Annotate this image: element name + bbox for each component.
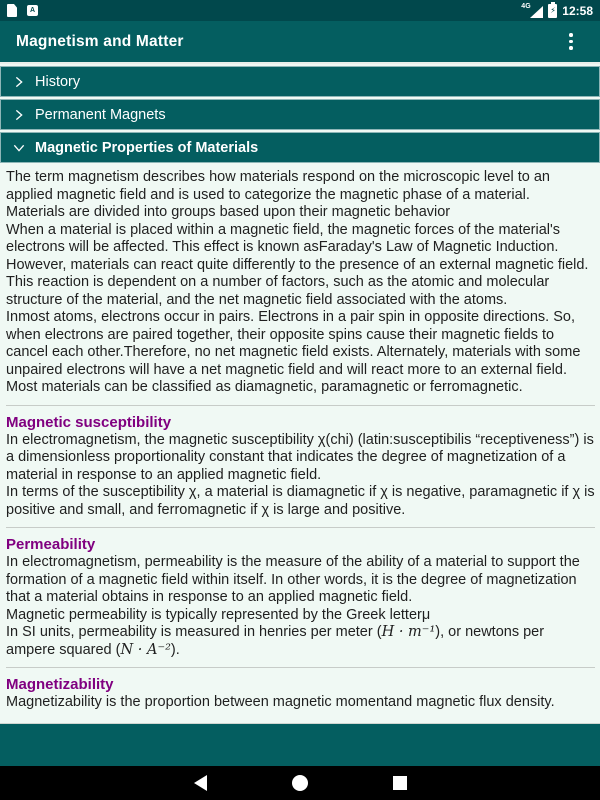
- chevron-down-icon: [11, 140, 27, 156]
- subsection-title-magnetizability: Magnetizability: [6, 676, 114, 693]
- app-bar: [0, 21, 600, 64]
- section-header-history[interactable]: [0, 66, 600, 97]
- article-content: [0, 165, 600, 723]
- permeability-paragraph: Magnetic permeability is typically represented by the Greek letterμ: [6, 606, 431, 623]
- magnetizability-paragraph: Magnetizability is the proportion between magnetic momentand magnetic flux density.: [6, 694, 555, 710]
- henries-per-meter-formula: H · m⁻¹: [381, 624, 436, 640]
- nav-home-button[interactable]: [270, 766, 330, 800]
- status-bar-clock: 12:58: [562, 3, 593, 18]
- page-title: Magnetism and Matter: [16, 32, 184, 50]
- section-header-label: Permanent Magnets: [35, 106, 166, 123]
- accordion: [0, 66, 600, 165]
- newtons-per-ampere-formula: N · A⁻²: [120, 641, 171, 658]
- section-header-magnetic-properties[interactable]: [0, 132, 600, 163]
- si-units-text: ), or newtons per ampere squared (: [6, 624, 545, 658]
- intro-paragraph: Materials are divided into groups based upon their magnetic behavior: [6, 204, 451, 220]
- nav-back-button[interactable]: [170, 766, 230, 800]
- si-units-text: In SI units, permeability is measured in henries per meter (: [6, 624, 382, 640]
- status-bar: [0, 0, 600, 21]
- intro-paragraph: The term magnetism describes how materials respond on the microscopic level to an applied magnetic field and is used to categorize the magnetic phase of a material.: [6, 169, 550, 203]
- intro-paragraph: Inmost atoms, electrons occur in pairs. Electrons in a pair spin in opposite directions. So, when electrons are paired together, their opposite spins cause their magnetic fields to cancel each other.Therefore, no net magnetic field exists. Alternately, materials with some unpaired electrons will have a net magnetic field and will react more to an external field. Most materials can be classified as diamagnetic, paramagnetic or ferromagnetic.: [6, 309, 581, 395]
- intro-paragraph: When a material is placed within a magnetic field, the magnetic forces of the material's electrons will be affected. This effect is known asFaraday's Law of Magnetic Induction. However, materials can react quite differently to the presence of an external magnetic field. This reaction is dependent on a number of factors, such as the atomic and molecular structure of the material, and the net magnetic field associated with the atoms.: [6, 221, 589, 308]
- chevron-right-icon: [11, 74, 27, 90]
- section-divider: [6, 405, 595, 406]
- subsection-title-susceptibility: Magnetic susceptibility: [6, 413, 172, 431]
- subsection-title-permeability: Permeability: [6, 536, 96, 553]
- permeability-paragraph: In electromagnetism, permeability is the measure of the ability of a material to support the formation of a magnetic field within itself. In other words, it is the degree of magnetization that a material obtains in response to an applied magnetic field.: [6, 554, 580, 605]
- permeability-si-units-paragraph: [6, 624, 595, 659]
- si-units-text: ).: [170, 641, 180, 658]
- battery-icon: ⚡: [548, 4, 557, 18]
- signal-triangle-icon: [530, 6, 543, 18]
- section-divider: [6, 527, 595, 528]
- susceptibility-paragraph: In terms of the susceptibility χ, a material is diamagnetic if χ is negative, paramagnetic if χ is positive and small, and ferromagnetic if χ is large and positive.: [6, 484, 595, 518]
- section-divider: [6, 667, 595, 668]
- cell-signal-icon: [521, 3, 543, 19]
- app-notification-icon: A: [27, 5, 38, 16]
- recents-icon: [393, 776, 407, 790]
- network-type-label: 4G: [521, 2, 531, 10]
- chevron-right-icon: [11, 107, 27, 123]
- section-header-label: Magnetic Properties of Materials: [35, 139, 259, 156]
- susceptibility-paragraph: In electromagnetism, the magnetic susceptibility χ(chi) (latin:susceptibilis “receptiveness”) is a dimensionless proportionality constant that indicates the degree of magnetization of a material in response to an applied magnetic field.: [6, 431, 594, 483]
- section-header-permanent-magnets[interactable]: [0, 99, 600, 130]
- home-icon: [292, 775, 308, 791]
- sim-card-icon: [7, 4, 17, 17]
- status-bar-left: [7, 4, 38, 17]
- partial-section-bar[interactable]: [0, 723, 600, 766]
- overflow-menu-icon[interactable]: [558, 27, 584, 57]
- android-nav-bar: [0, 766, 600, 800]
- section-header-label: History: [35, 73, 81, 90]
- back-icon: [194, 775, 207, 791]
- status-bar-right: [521, 3, 593, 19]
- nav-recents-button[interactable]: [370, 766, 430, 800]
